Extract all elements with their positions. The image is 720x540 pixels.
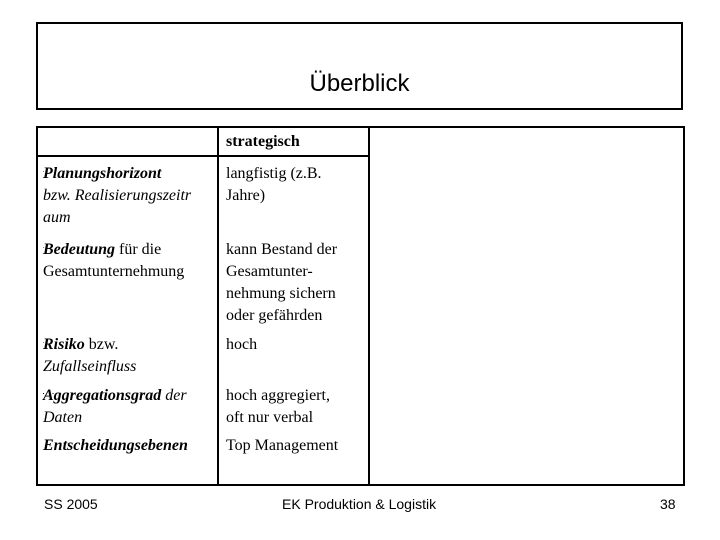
row-value-line: langfistig (z.B. — [226, 165, 322, 182]
footer-page-number: 38 — [660, 496, 676, 512]
table-left-border — [36, 126, 38, 486]
row-label-bold: Risiko — [43, 336, 85, 353]
slide-title: Überblick — [309, 70, 410, 97]
table-row — [43, 239, 184, 283]
title-box — [36, 22, 683, 110]
row-value-line: hoch aggregiert, — [226, 387, 330, 404]
row-label-line: Zufallseinfluss — [43, 358, 137, 375]
row-label-line: aum — [43, 209, 71, 226]
row-value — [226, 385, 330, 429]
row-label-line: Gesamtunternehmung — [43, 263, 185, 280]
row-label-bold: Aggregationsgrad — [43, 387, 162, 404]
row-value-line: Top Management — [226, 437, 339, 454]
row-label-bold: Planungshorizont — [43, 165, 162, 182]
column-header-strategisch: strategisch — [226, 133, 300, 150]
row-label-bold: Entscheidungsebenen — [43, 437, 188, 454]
table-bottom-border-right — [370, 484, 685, 486]
table-right-border — [683, 126, 685, 486]
table-row — [43, 334, 136, 378]
row-value-line: oder gefährden — [226, 307, 323, 324]
row-value-line: Gesamtunter- — [226, 263, 313, 280]
row-label-suffix: für die — [115, 241, 162, 258]
table-bottom-border — [36, 484, 370, 486]
table-column-divider — [217, 126, 219, 486]
row-label-line: bzw. Realisierungszeitr — [43, 187, 192, 204]
row-label-suffix: der — [161, 387, 187, 404]
header-divider — [36, 155, 370, 157]
row-label-bold: Bedeutung — [43, 241, 116, 258]
row-value — [226, 334, 257, 356]
row-value-line: nehmung sichern — [226, 285, 336, 302]
table-top-border — [36, 126, 370, 128]
row-label-suffix: bzw. — [84, 336, 119, 353]
table-row — [43, 435, 188, 457]
row-value — [226, 239, 337, 327]
overview-table — [36, 126, 686, 486]
footer-semester: SS 2005 — [44, 496, 98, 512]
table-top-border-right — [370, 126, 685, 128]
row-value-line: oft nur verbal — [226, 409, 314, 426]
row-value — [226, 435, 338, 457]
row-value-line: kann Bestand der — [226, 241, 338, 258]
row-value — [226, 163, 322, 207]
footer-course: EK Produktion & Logistik — [282, 496, 437, 512]
table-row — [43, 163, 191, 229]
row-label-line: Daten — [43, 409, 83, 426]
row-value-line: hoch — [226, 336, 258, 353]
table-row — [43, 385, 187, 429]
table-column-divider-right — [368, 126, 370, 486]
row-value-line: Jahre) — [226, 187, 266, 204]
